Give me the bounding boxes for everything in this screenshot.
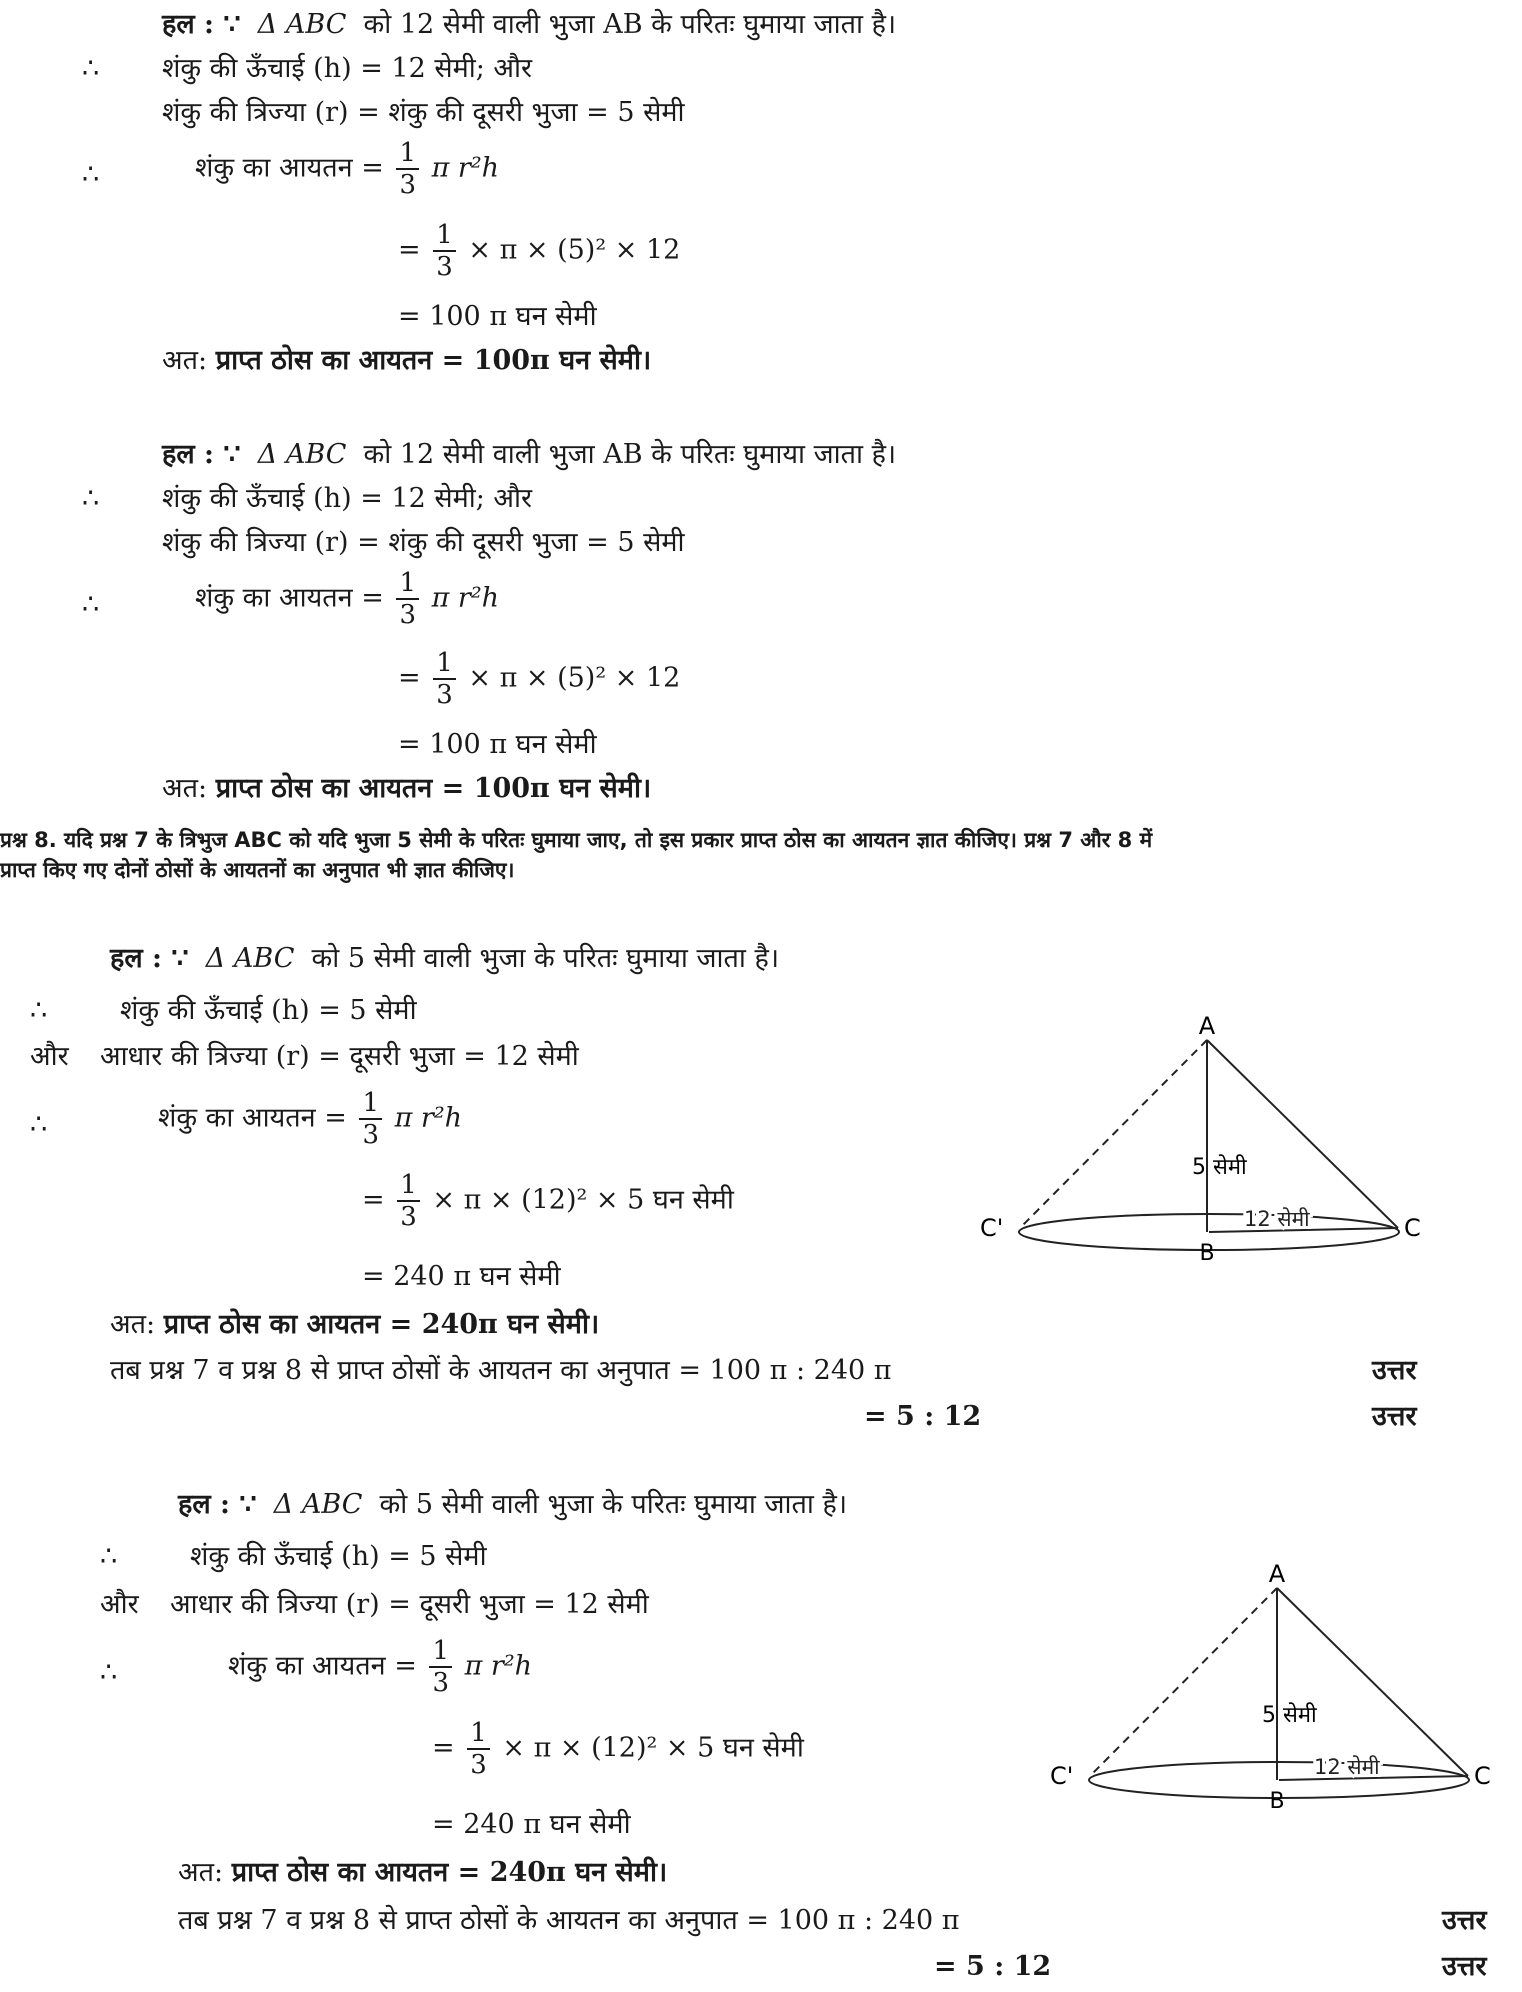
label-center: B	[1199, 1241, 1215, 1266]
cone-slant-edge	[1207, 1040, 1398, 1228]
radius-line: आधार की त्रिज्या (r) = दूसरी भुजा = 12 सेमी	[170, 1589, 649, 1620]
fraction-one-third: $\frac{1}{3}$	[433, 648, 456, 710]
volume-step-2: = $\frac{1}{3}$ × π × (5)² × 12	[398, 648, 681, 710]
answer-label: उत्तर	[1372, 1401, 1417, 1432]
radius-line: शंकु की त्रिज्या (r) = शंकु की दूसरी भुजा = 5 सेमी	[162, 527, 685, 558]
fraction-one-third: $\frac{1}{3}$	[397, 1170, 420, 1232]
ratio-line: तब प्रश्न 7 व प्रश्न 8 से प्राप्त ठोसों के आयतन का अनुपात = 100 π : 240 π	[110, 1355, 892, 1386]
radius-line: शंकु की त्रिज्या (r) = शंकु की दूसरी भुजा = 5 सेमी	[162, 97, 685, 128]
question-text: प्रश्न 8. यदि प्रश्न 7 के त्रिभुज ABC को यदि भुजा 5 सेमी के परितः घुमाया जाए, तो इस प्रकार प्राप्त ठोस का आयतन ज्ञात कीजिए। प्रश्न 7 और 8 में	[0, 828, 1153, 852]
height-line: शंकु की ऊँचाई (h) = 5 सेमी	[120, 995, 417, 1026]
volume-step-2: = $\frac{1}{3}$ × π × (12)² × 5 घन सेमी	[362, 1170, 734, 1232]
label-radius: 12 सेमी	[1244, 1207, 1310, 1231]
radius-line: आधार की त्रिज्या (r) = दूसरी भुजा = 12 सेमी	[100, 1041, 579, 1072]
therefore-symbol: ∴	[100, 1657, 118, 1688]
final-answer: अत: प्राप्त ठोस का आयतन = 240π घन सेमी।	[178, 1857, 668, 1888]
fraction-one-third: $\frac{1}{3}$	[396, 138, 419, 200]
label-left: C'	[980, 1214, 1004, 1242]
volume-formula: शंकु का आयतन = $\frac{1}{3}$ π r²h	[195, 138, 500, 200]
therefore-symbol: ∴	[82, 53, 100, 84]
therefore-symbol: ∴	[82, 159, 100, 190]
volume-formula: शंकु का आयतन = $\frac{1}{3}$ π r²h	[228, 1636, 533, 1698]
ratio-line: तब प्रश्न 7 व प्रश्न 8 से प्राप्त ठोसों के आयतन का अनुपात = 100 π : 240 π	[178, 1905, 960, 1936]
answer-label: उत्तर	[1442, 1905, 1487, 1936]
volume-step-3: = 100 π घन सेमी	[398, 301, 597, 332]
and-word: और	[100, 1589, 139, 1620]
cone-figure	[1050, 1558, 1520, 1828]
fraction-one-third: $\frac{1}{3}$	[429, 1636, 452, 1698]
label-radius: 12 सेमी	[1314, 1755, 1380, 1779]
fraction-one-third: $\frac{1}{3}$	[433, 220, 456, 282]
fraction-one-third: $\frac{1}{3}$	[359, 1088, 382, 1150]
cone-figure	[980, 1010, 1450, 1280]
cone-slant-edge	[1277, 1588, 1468, 1776]
label-right: C	[1404, 1214, 1421, 1242]
height-line: शंकु की ऊँचाई (h) = 5 सेमी	[190, 1541, 487, 1572]
label-apex: A	[1198, 1012, 1216, 1040]
solution-intro: हल : ∵ Δ ABC को 12 सेमी वाली भुजा AB के परितः घुमाया जाता है।	[162, 439, 897, 470]
cone-slant-dashed	[1090, 1588, 1277, 1776]
cone-slant-dashed	[1020, 1040, 1207, 1228]
therefore-symbol: ∴	[30, 995, 48, 1026]
label-right: C	[1474, 1762, 1491, 1790]
and-word: और	[30, 1041, 69, 1072]
label-height: 5 सेमी	[1262, 1703, 1317, 1728]
solution-intro: हल : ∵ Δ ABC को 5 सेमी वाली भुजा के परितः घुमाया जाता है।	[110, 943, 780, 974]
therefore-symbol: ∴	[82, 589, 100, 620]
height-line: शंकु की ऊँचाई (h) = 12 सेमी; और	[162, 53, 533, 84]
label-left: C'	[1050, 1762, 1074, 1790]
volume-step-3: = 240 π घन सेमी	[432, 1809, 631, 1840]
answer-label: उत्तर	[1442, 1951, 1487, 1982]
therefore-symbol: ∴	[30, 1109, 48, 1140]
fraction-one-third: $\frac{1}{3}$	[396, 568, 419, 630]
volume-formula: शंकु का आयतन = $\frac{1}{3}$ π r²h	[195, 568, 500, 630]
volume-step-3: = 240 π घन सेमी	[362, 1261, 561, 1292]
answer-label: उत्तर	[1372, 1355, 1417, 1386]
therefore-symbol: ∴	[100, 1541, 118, 1572]
fraction-one-third: $\frac{1}{3}$	[467, 1718, 490, 1780]
final-answer: अत: प्राप्त ठोस का आयतन = 100π घन सेमी।	[162, 773, 652, 804]
label-apex: A	[1268, 1560, 1286, 1588]
ratio-result: = 5 : 12	[934, 1951, 1052, 1982]
volume-formula: शंकु का आयतन = $\frac{1}{3}$ π r²h	[158, 1088, 463, 1150]
volume-step-2: = $\frac{1}{3}$ × π × (5)² × 12	[398, 220, 681, 282]
label-height: 5 सेमी	[1192, 1155, 1247, 1180]
solution-intro: हल : ∵ Δ ABC को 5 सेमी वाली भुजा के परितः घुमाया जाता है।	[178, 1489, 848, 1520]
volume-step-2: = $\frac{1}{3}$ × π × (12)² × 5 घन सेमी	[432, 1718, 804, 1780]
final-answer: अत: प्राप्त ठोस का आयतन = 100π घन सेमी।	[162, 345, 652, 376]
label-center: B	[1269, 1789, 1285, 1814]
solution-intro: हल : ∵ Δ ABC को 12 सेमी वाली भुजा AB के परितः घुमाया जाता है।	[162, 9, 897, 40]
therefore-symbol: ∴	[82, 483, 100, 514]
ratio-result: = 5 : 12	[864, 1401, 982, 1432]
question-text-line-2: प्राप्त किए गए दोनों ठोसों के आयतनों का अनुपात भी ज्ञात कीजिए।	[0, 858, 515, 882]
height-line: शंकु की ऊँचाई (h) = 12 सेमी; और	[162, 483, 533, 514]
volume-step-3: = 100 π घन सेमी	[398, 729, 597, 760]
final-answer: अत: प्राप्त ठोस का आयतन = 240π घन सेमी।	[110, 1309, 600, 1340]
